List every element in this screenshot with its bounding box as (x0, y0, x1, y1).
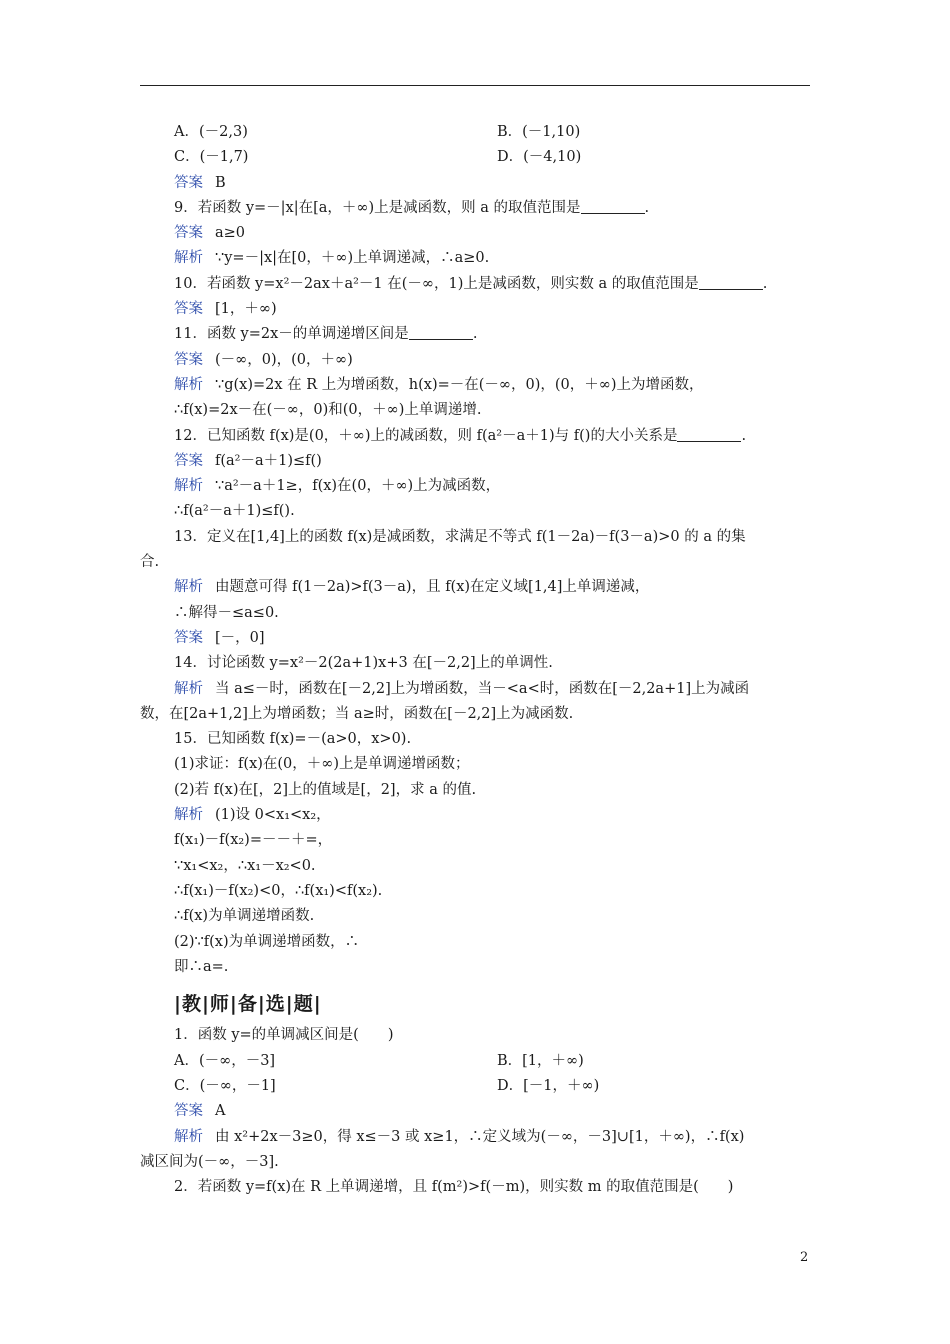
question-text: 11．函数 y=2x－的单调递增区间是 (174, 326, 409, 343)
answer-line (140, 626, 820, 651)
question-end: . (762, 275, 768, 292)
page-number: 2 (800, 1250, 809, 1265)
line-text: (1)设 0<x₁<x₂， (215, 807, 331, 824)
answer-line (140, 449, 820, 474)
analysis-line (140, 246, 820, 271)
tag-label: 解析 (174, 579, 203, 596)
continuation-line: 合. (140, 554, 160, 571)
text-line: ∵x₁<x₂，∴x₁－x₂<0. (174, 857, 316, 874)
question-end: . (741, 427, 747, 444)
text-line: ∴f(a²－a＋1)≤f(). (174, 503, 295, 520)
choice-row (140, 145, 820, 170)
tag-label: 解析 (174, 1128, 203, 1145)
question-line (140, 1175, 820, 1200)
choice-option: A．(－2,3) (174, 124, 248, 140)
question-line (140, 196, 820, 221)
question-text: 2．若函数 y=f(x)在 R 上单调递增，且 f(m²)>f(－m)，则实数 m 的取值范围是( ) (174, 1179, 734, 1196)
question-text: 12．已知函数 f(x)是(0，＋∞)上的减函数，则 f(a²－a＋1)与 f()的大小关系是 (174, 427, 678, 444)
choice-option: C．(－∞，－1] (174, 1077, 276, 1094)
text-line: 即∴a=. (174, 958, 229, 975)
tag-label: 解析 (174, 680, 203, 697)
line-text: 由题意可得 f(1－2a)>f(3－a)，且 f(x)在定义域[1,4]上单调递减， (215, 579, 650, 596)
line-text: ∵g(x)=2x 在 R 上为增函数，h(x)=－在(－∞，0)，(0，＋∞)上为增函数， (215, 376, 704, 393)
analysis-line (140, 575, 820, 600)
choice-option: C．(－1,7) (174, 149, 249, 166)
answer-line (140, 297, 820, 322)
choice-option: D．(－4,10) (497, 149, 582, 166)
text-line: ∴解得－≤a≤0. (174, 604, 279, 621)
tag-label: 解析 (174, 376, 203, 393)
question-line (140, 727, 820, 752)
text-line: (2)若 f(x)在[，2]上的值域是[，2]，求 a 的值. (174, 781, 477, 798)
analysis-line (140, 373, 820, 398)
line-text: B (215, 174, 226, 191)
text-line: ∴f(x)=2x－在(－∞，0)和(0，＋∞)上单调递增. (174, 402, 482, 419)
question-line (140, 424, 820, 449)
question-line (140, 651, 820, 676)
tag-label: 答案 (174, 174, 203, 191)
answer-blank (581, 197, 645, 214)
section-heading: |教|师|备|选|题| (174, 993, 322, 1016)
question-text: 1．函数 y=的单调减区间是( ) (174, 1027, 394, 1044)
question-end: . (472, 326, 478, 343)
choice-row (140, 1074, 820, 1099)
answer-blank (677, 425, 741, 442)
line-text: a≥0 (215, 225, 246, 242)
continuation-line: 数，在[2a+1,2]上为增函数；当 a≥时，函数在[－2,2]上为减函数. (140, 705, 574, 722)
answer-blank (699, 273, 763, 290)
text-line: f(x₁)－f(x₂)=－－＋=， (174, 832, 333, 849)
analysis-line (140, 677, 820, 702)
choice-row (140, 1049, 820, 1074)
answer-line (140, 171, 820, 196)
text-line: ∴f(x)为单调递增函数. (174, 908, 315, 925)
tag-label: 解析 (174, 478, 203, 495)
choice-option: A．(－∞，－3] (174, 1052, 276, 1069)
line-text: 当 a≤－时，函数在[－2,2]上为增函数，当－<a<时，函数在[－2,2a+1]上为减函 (215, 680, 750, 697)
analysis-line (140, 1125, 820, 1150)
question-text: 13．定义在[1,4]上的函数 f(x)是减函数，求满足不等式 f(1－2a)－f(3－a)>0 的 a 的集 (174, 528, 746, 545)
question-text: 15．已知函数 f(x)=－(a>0，x>0). (174, 731, 412, 748)
header-rule (140, 85, 810, 86)
tag-label: 解析 (174, 807, 203, 824)
answer-line (140, 1099, 820, 1124)
tag-label: 答案 (174, 225, 203, 242)
question-line (140, 1023, 820, 1048)
line-text: [1，＋∞) (215, 301, 277, 318)
text-line: (1)求证：f(x)在(0，＋∞)上是单调递增函数； (174, 756, 470, 773)
line-text: (－∞，0)，(0，＋∞) (215, 351, 353, 368)
answer-blank (409, 323, 473, 340)
line-text: ∵y=－|x|在[0，＋∞)上单调递减，∴a≥0. (215, 250, 490, 267)
tag-label: 答案 (174, 452, 203, 469)
line-text: f(a²－a＋1)≤f() (215, 452, 322, 469)
choice-option: D．[－1，＋∞) (497, 1077, 600, 1094)
line-text: ∵a²－a＋1≥，f(x)在(0，＋∞)上为减函数， (215, 478, 501, 495)
document-body (140, 120, 820, 1200)
question-text: 9．若函数 y=－|x|在[a，＋∞)上是减函数，则 a 的取值范围是 (174, 199, 581, 216)
line-text: A (215, 1103, 226, 1120)
tag-label: 解析 (174, 250, 203, 267)
analysis-line (140, 474, 820, 499)
text-line: (2)∵f(x)为单调递增函数，∴ (174, 933, 360, 950)
tag-label: 答案 (174, 629, 203, 646)
question-line (140, 322, 820, 347)
tag-label: 答案 (174, 301, 203, 318)
question-line (140, 272, 820, 297)
question-end: . (644, 199, 650, 216)
line-text: 由 x²+2x－3≥0，得 x≤－3 或 x≥1，∴定义域为(－∞，－3]∪[1，＋∞)，∴f(x) (215, 1128, 745, 1145)
tag-label: 答案 (174, 1103, 203, 1120)
choice-option: B．(－1,10) (497, 124, 581, 140)
question-text: 10．若函数 y=x²－2ax＋a²－1 在(－∞，1)上是减函数，则实数 a 的取值范围是 (174, 275, 699, 292)
answer-line (140, 348, 820, 373)
continuation-line: 减区间为(－∞，－3]. (140, 1153, 279, 1170)
question-line (140, 525, 820, 550)
choice-option: B．[1，＋∞) (497, 1052, 584, 1069)
choice-row (140, 120, 820, 145)
answer-line (140, 221, 820, 246)
analysis-line (140, 803, 820, 828)
tag-label: 答案 (174, 351, 203, 368)
text-line: ∴f(x₁)－f(x₂)<0，∴f(x₁)<f(x₂). (174, 882, 383, 899)
question-text: 14．讨论函数 y=x²－2(2a+1)x+3 在[－2,2]上的单调性. (174, 655, 553, 672)
line-text: [－，0] (215, 629, 265, 646)
